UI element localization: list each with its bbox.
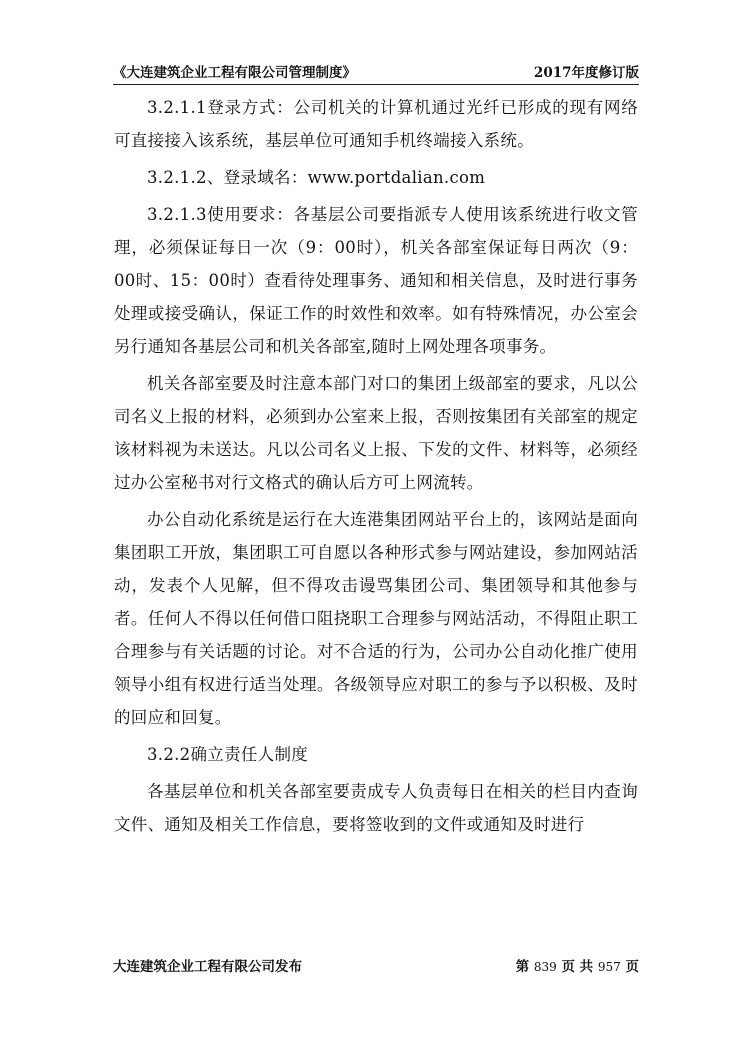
document-version: 2017年度修订版: [533, 65, 639, 81]
document-body: [114, 91, 638, 841]
paragraph-department-reporting: 机关各部室要及时注意本部门对口的集团上级部室的要求，凡以公司名义上报的材料，必须到办公室来上报，否则按集团有关部室的规定该材料视为未送达。凡以公司名义上报、下发的文件、材料等，必须经过办公室秘书对行文格式的确认后方可上网流转。: [114, 374, 638, 492]
publisher-name: 大连建筑企业工程有限公司发布: [113, 959, 302, 975]
page-footer: [113, 958, 639, 976]
page-number: [516, 958, 639, 976]
page-header: [113, 64, 639, 85]
page-suffix: 页: [625, 959, 639, 975]
paragraph-login-domain: 3.2.1.2、登录域名：www.portdalian.com: [147, 168, 486, 187]
section-heading-responsibility: 3.2.2确立责任人制度: [147, 745, 309, 764]
page-total: 957: [597, 960, 621, 974]
document-title: 《大连建筑企业工程有限公司管理制度》: [113, 65, 356, 81]
page-mid: 页 共: [561, 959, 594, 975]
page-prefix: 第: [515, 959, 530, 975]
paragraph-login-method: 3.2.1.1登录方式：公司机关的计算机通过光纤已形成的现有网络可直接接入该系统，基层单位可通知手机终端接入系统。: [114, 98, 638, 150]
paragraph-usage-requirements: 3.2.1.3使用要求：各基层公司要指派专人使用该系统进行收文管理，必须保证每日一次（9：00时），机关各部室保证每日两次（9：00时、15：00时）查看待处理事务、通知和相关信息，及时进行事务处理或接受确认，保证工作的时效性和效率。如有特殊情况，办公室会另行通知各基层公司和机关各部室,随时上网处理各项事务。: [114, 205, 638, 356]
paragraph-oa-system-rules: 办公自动化系统是运行在大连港集团网站平台上的，该网站是面向集团职工开放，集团职工可自愿以各种形式参与网站建设，参加网站活动，发表个人见解，但不得攻击谩骂集团公司、集团领导和其他参与者。任何人不得以任何借口阻挠职工合理参与网站活动，不得阻止职工合理参与有关话题的讨论。对不合适的行为，公司办公自动化推广使用领导小组有权进行适当处理。各级领导应对职工的参与予以积极、及时的回应和回复。: [114, 510, 638, 727]
page-current: 839: [533, 960, 557, 974]
paragraph-responsibility: 各基层单位和机关各部室要责成专人负责每日在相关的栏目内查询文件、通知及相关工作信息，要将签收到的文件或通知及时进行: [114, 782, 638, 834]
